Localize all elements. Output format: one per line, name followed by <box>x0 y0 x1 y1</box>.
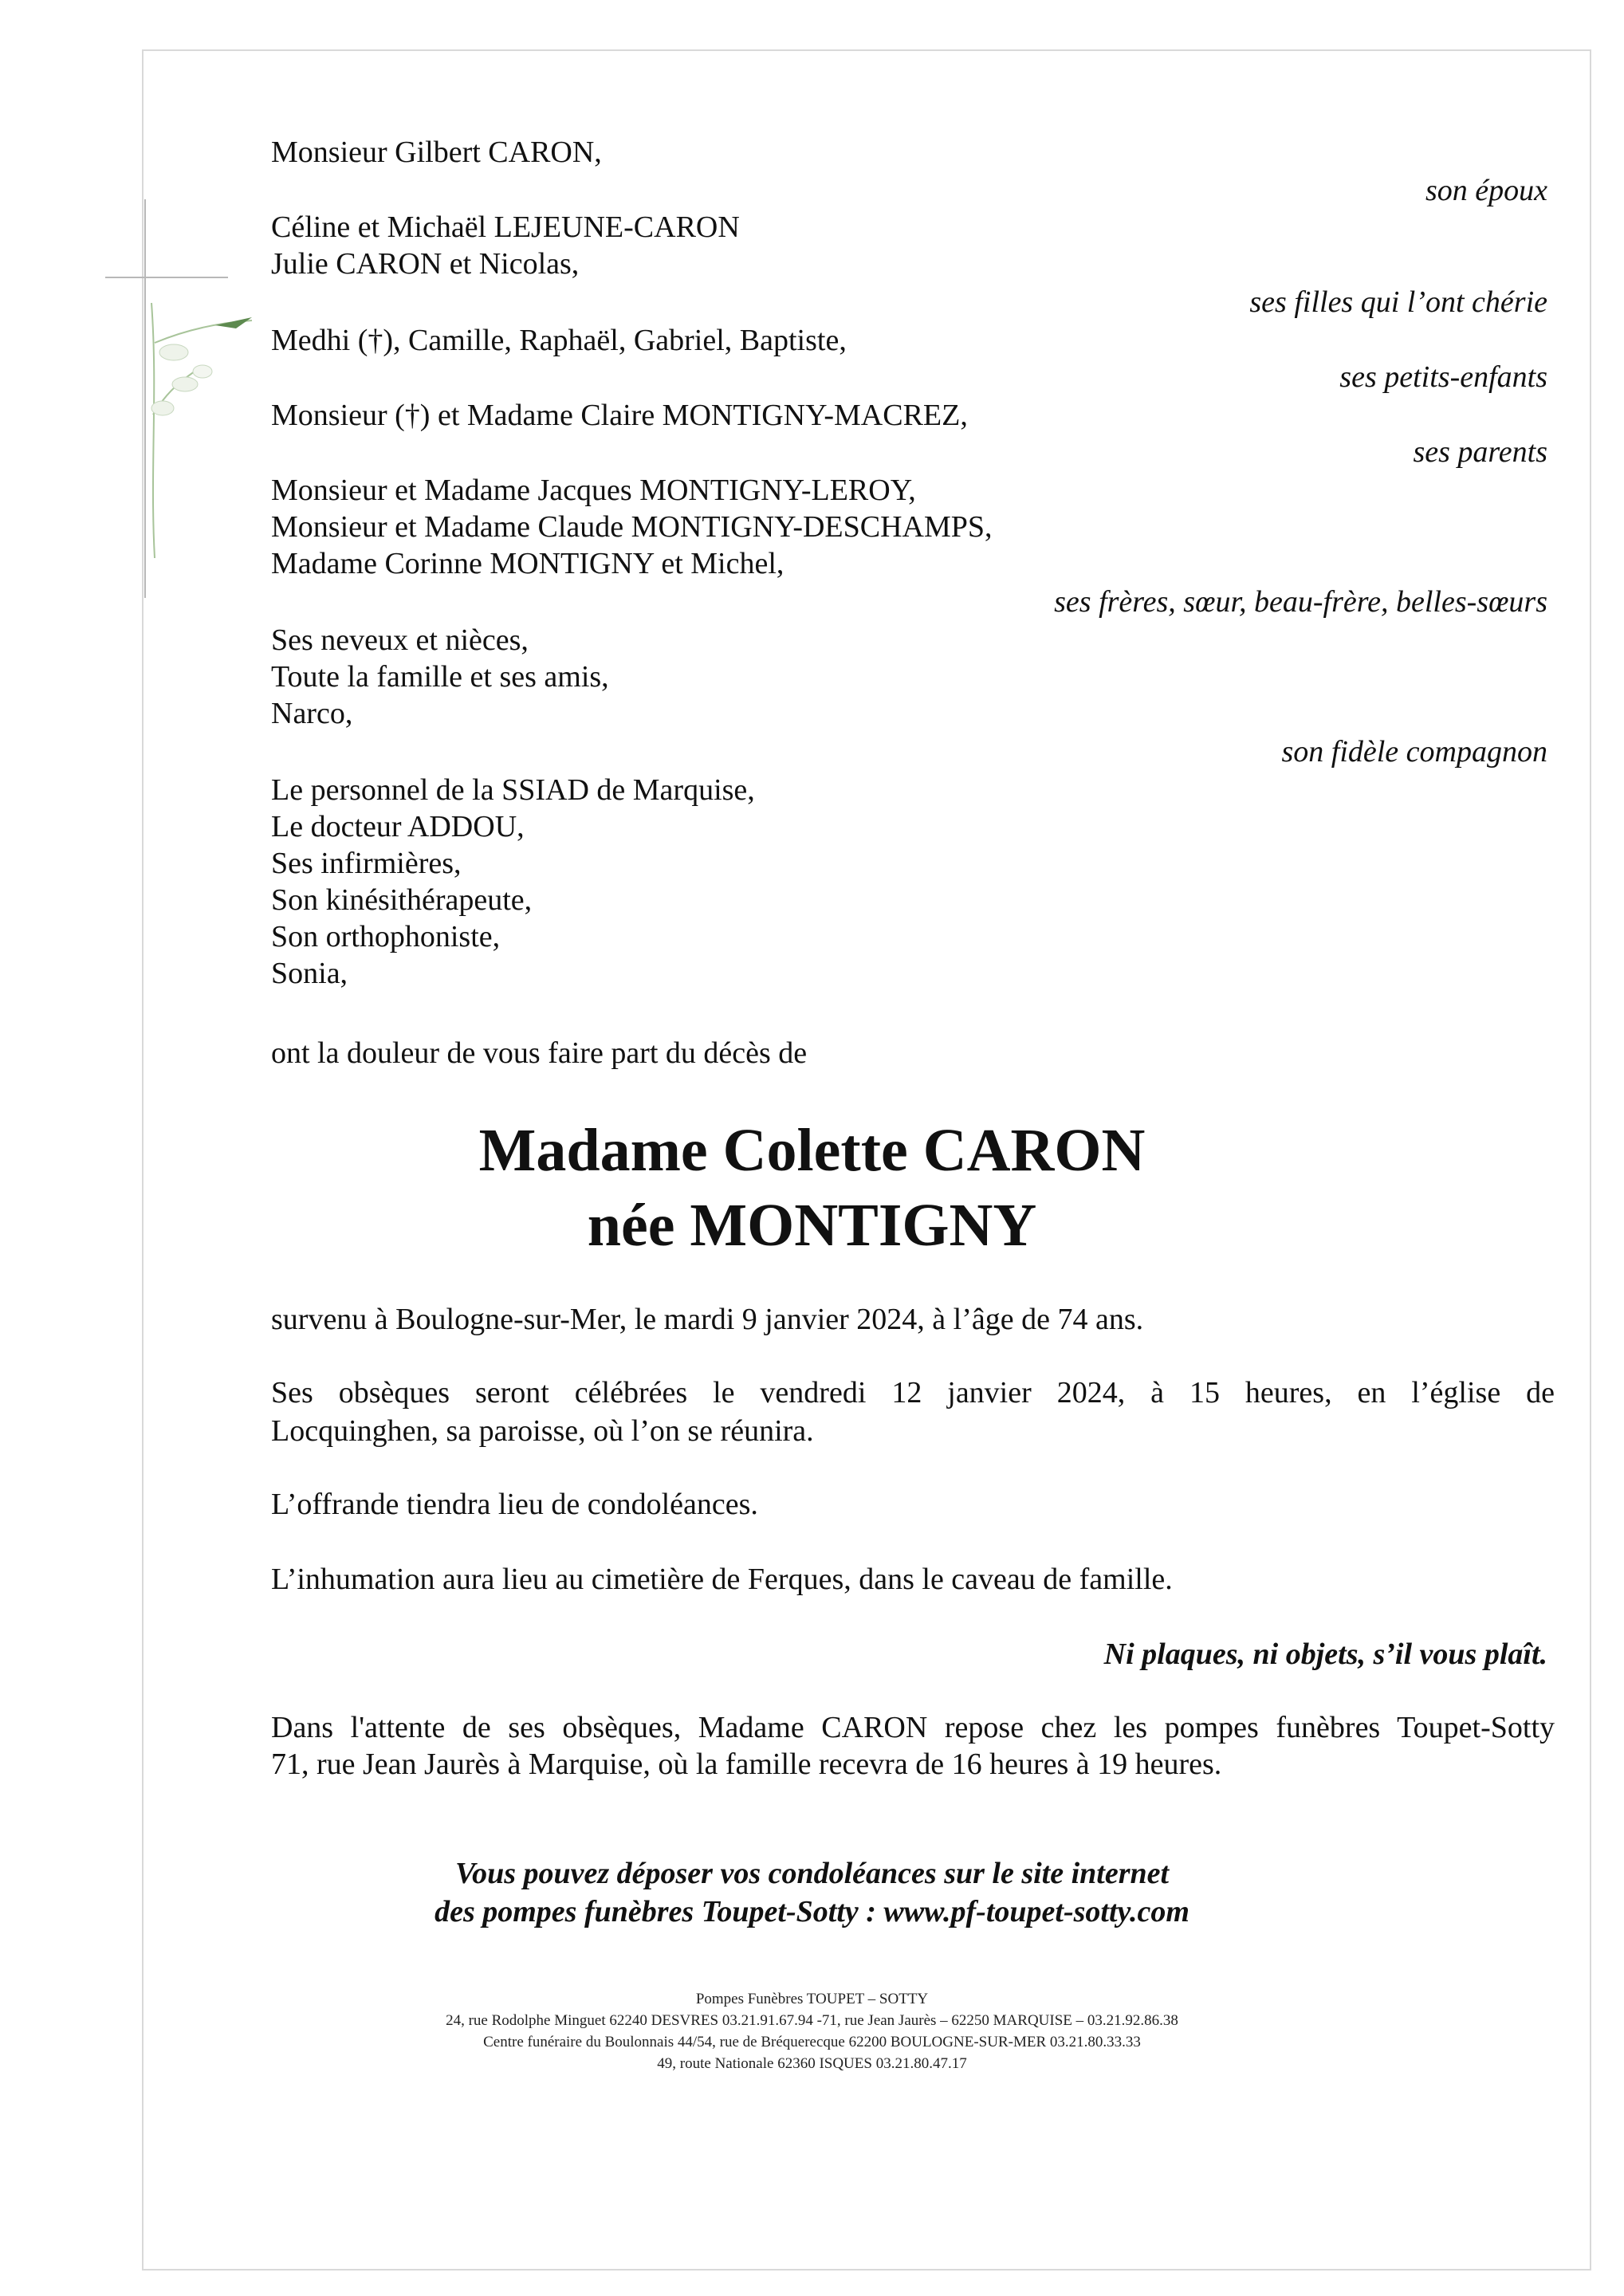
care-line-2: Le docteur ADDOU, <box>271 810 525 843</box>
deceased-name: Madame Colette CARON <box>478 1117 1146 1184</box>
footer-address-2: Centre funéraire du Boulonnais 44/54, rue de Bréquerecque 62200 BOULOGNE-SUR-MER 03.21.80.33.33 <box>483 2034 1141 2050</box>
care-line-3: Ses infirmières, <box>271 847 462 880</box>
nephews-line: Ses neveux et nièces, <box>271 623 529 657</box>
daughter-line-2: Julie CARON et Nicolas, <box>271 247 580 281</box>
offering-text: L’offrande tiendra lieu de condoléances. <box>271 1488 758 1521</box>
sibling-line-2: Monsieur et Madame Claude MONTIGNY-DESCHAMPS, <box>271 510 993 544</box>
burial-text: L’inhumation aura lieu au cimetière de Ferques, dans le caveau de famille. <box>271 1563 1173 1596</box>
care-line-5: Son orthophoniste, <box>271 920 501 953</box>
deceased-maiden-name: née MONTIGNY <box>587 1192 1037 1259</box>
cross-lily-ornament <box>96 183 287 614</box>
parents-role: ses parents <box>1413 435 1547 469</box>
condolences-line-2: des pompes funèbres Toupet-Sotty : www.pf-toupet-sotty.com <box>435 1895 1189 1928</box>
grandchildren-names: Medhi (†), Camille, Raphaël, Gabriel, Baptiste, <box>271 324 847 357</box>
funeral-line-2: Locquinghen, sa paroisse, où l’on se réunira. <box>271 1414 814 1448</box>
footer-address-1: 24, rue Rodolphe Minguet 62240 DESVRES 03.21.91.67.94 -71, rue Jean Jaurès – 62250 MARQUISE – 03.21.92.86.38 <box>446 2012 1178 2029</box>
footer-address-3: 49, route Nationale 62360 ISQUES 03.21.80.47.17 <box>657 2055 967 2072</box>
sibling-line-3: Madame Corinne MONTIGNY et Michel, <box>271 547 784 580</box>
funeral-line-1: Ses obsèques seront célébrées le vendredi 12 janvier 2024, à 15 heures, en l’église de <box>271 1376 1555 1409</box>
parents-names: Monsieur (†) et Madame Claire MONTIGNY-MACREZ, <box>271 399 968 432</box>
care-line-6: Sonia, <box>271 957 348 990</box>
spouse-role: son époux <box>1425 174 1547 207</box>
companion-name: Narco, <box>271 697 353 730</box>
family-friends-line: Toute la famille et ses amis, <box>271 660 609 694</box>
footer-company: Pompes Funèbres TOUPET – SOTTY <box>695 1991 929 2007</box>
companion-role: son fidèle compagnon <box>1281 735 1547 769</box>
no-plaques-note: Ni plaques, ni objets, s’il vous plaît. <box>1103 1637 1547 1671</box>
grandchildren-role: ses petits-enfants <box>1339 360 1547 394</box>
spouse-name: Monsieur Gilbert CARON, <box>271 136 602 169</box>
sibling-line-1: Monsieur et Madame Jacques MONTIGNY-LEROY, <box>271 474 916 507</box>
rest-line-2: 71, rue Jean Jaurès à Marquise, où la famille recevra de 16 heures à 19 heures. <box>271 1748 1222 1781</box>
care-line-1: Le personnel de la SSIAD de Marquise, <box>271 773 755 807</box>
rest-line-1: Dans l'attente de ses obsèques, Madame CARON repose chez les pompes funèbres Toupet-Sotty <box>271 1711 1555 1744</box>
care-line-4: Son kinésithérapeute, <box>271 883 533 917</box>
daughter-line-1: Céline et Michaël LEJEUNE-CARON <box>271 210 740 244</box>
siblings-role: ses frères, sœur, beau-frère, belles-sœurs <box>1054 585 1547 619</box>
condolences-line-1: Vous pouvez déposer vos condoléances sur le site internet <box>454 1857 1170 1890</box>
death-details: survenu à Boulogne-sur-Mer, le mardi 9 janvier 2024, à l’âge de 74 ans. <box>271 1303 1144 1336</box>
announcement-text: ont la douleur de vous faire part du décès de <box>271 1036 808 1070</box>
daughters-role: ses filles qui l’ont chérie <box>1249 285 1547 319</box>
